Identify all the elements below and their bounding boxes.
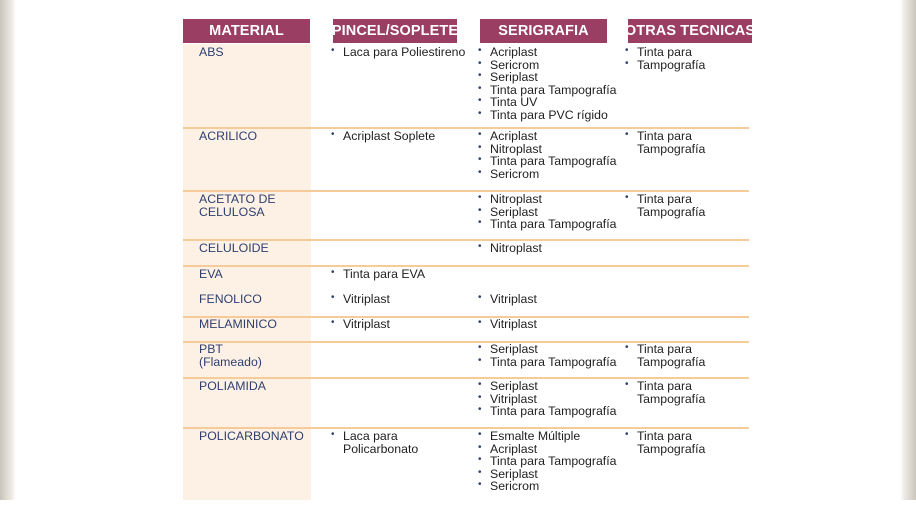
table-row — [183, 193, 749, 240]
list-item — [478, 109, 623, 122]
header-material: MATERIAL — [183, 19, 310, 43]
bullet-icon: • — [478, 317, 482, 328]
product-name: Tinta para Tampografía — [490, 454, 617, 468]
serigrafia-cell — [478, 46, 623, 121]
material-cell — [199, 46, 307, 59]
product-name: Seriplast — [490, 466, 538, 481]
product-list — [478, 293, 623, 306]
bullet-icon: • — [478, 342, 482, 353]
product-list — [478, 46, 623, 121]
list-item — [331, 268, 471, 281]
material-name: ACETATO DE — [199, 192, 276, 206]
page-shadow-left — [0, 0, 16, 500]
product-list — [625, 193, 745, 218]
otras-cell — [625, 193, 745, 218]
product-name: Acriplast — [490, 45, 538, 59]
product-list — [625, 380, 745, 405]
product-name: Vitriplast — [490, 391, 537, 406]
bullet-icon: • — [625, 129, 629, 140]
table-row — [183, 430, 749, 510]
product-name: Tinta para Tampografía — [637, 129, 706, 156]
list-item — [625, 193, 729, 218]
bullet-icon: • — [478, 404, 482, 415]
serigrafia-cell — [478, 193, 623, 231]
product-name: Tinta para Tampografía — [637, 342, 706, 369]
product-name: Sericrom — [490, 57, 540, 72]
bullet-icon: • — [331, 45, 335, 56]
serigrafia-cell — [478, 242, 623, 255]
header-pincel-soplete: PINCEL/SOPLETE — [333, 19, 457, 43]
product-list — [478, 318, 623, 331]
serigrafia-cell — [478, 380, 623, 418]
product-list — [331, 430, 471, 455]
bullet-icon: • — [478, 441, 482, 453]
list-item — [625, 59, 729, 72]
bullet-icon: • — [331, 292, 335, 303]
list-item — [478, 318, 623, 331]
product-name: Tinta para Tampografía — [490, 154, 617, 168]
bullet-icon: • — [625, 45, 629, 56]
list-item — [478, 168, 623, 181]
product-name: Tinta para Tampografía — [637, 379, 706, 406]
material-name: CELULOIDE — [199, 241, 269, 255]
product-name: Seriplast — [490, 379, 538, 393]
bullet-icon: • — [478, 429, 482, 440]
product-list — [478, 130, 623, 180]
bullet-icon: • — [478, 82, 482, 94]
product-list — [331, 130, 471, 143]
bullet-icon: • — [478, 379, 482, 390]
product-name: Nitroplast — [490, 141, 542, 156]
product-name: Tinta para PVC rígido — [490, 107, 608, 122]
bullet-icon: • — [478, 95, 482, 106]
product-name: Tinta para Tampografía — [637, 429, 706, 456]
bullet-icon: • — [478, 391, 482, 403]
bullet-icon: • — [331, 317, 335, 328]
row-divider — [183, 265, 749, 267]
bullet-icon: • — [478, 107, 482, 119]
product-list — [625, 46, 745, 71]
serigrafia-cell — [478, 318, 623, 331]
product-name: Acriplast — [490, 129, 538, 143]
product-name: Tinta para Tampografía — [490, 217, 617, 231]
product-name: Vitriplast — [343, 317, 390, 331]
product-name: Vitriplast — [490, 292, 537, 306]
table-row — [183, 268, 749, 292]
bullet-icon: • — [478, 292, 482, 303]
serigrafia-cell — [478, 293, 623, 306]
material-name: (Flameado) — [199, 354, 262, 369]
material-cell — [199, 242, 307, 255]
bullet-icon: • — [478, 466, 482, 478]
table-row — [183, 343, 749, 378]
material-name: POLIAMIDA — [199, 379, 266, 393]
header-otras-tecnicas: OTRAS TECNICAS — [628, 19, 752, 43]
list-item — [478, 242, 623, 255]
product-name: Tinta UV — [490, 95, 538, 109]
product-name: Tinta para Tampografía — [490, 404, 617, 418]
material-name: CELULOSA — [199, 204, 265, 219]
list-item — [331, 430, 471, 455]
header-serigrafia: SERIGRAFIA — [480, 19, 607, 43]
product-name: Tinta para Tampografía — [637, 192, 706, 219]
list-item — [331, 293, 471, 306]
product-name: Esmalte Múltiple — [490, 429, 581, 443]
list-item — [478, 218, 623, 231]
product-list — [331, 46, 471, 59]
material-name: PBT — [199, 342, 223, 356]
bullet-icon: • — [625, 342, 629, 353]
material-name: EVA — [199, 267, 223, 281]
bullet-icon: • — [478, 204, 482, 216]
product-list — [625, 130, 745, 155]
product-list — [331, 293, 471, 306]
bullet-icon: • — [478, 141, 482, 153]
product-list — [478, 242, 623, 255]
product-name: Tinta para — [637, 45, 692, 59]
material-cell — [199, 318, 307, 331]
material-cell — [199, 130, 307, 143]
product-name: Tinta para Tampografía — [490, 354, 617, 369]
material-name: ABS — [199, 45, 224, 59]
list-item — [478, 405, 623, 418]
table-row — [183, 380, 749, 428]
list-item — [331, 46, 471, 59]
material-cell — [199, 380, 307, 393]
table-row — [183, 318, 749, 342]
pincel-cell — [331, 293, 471, 306]
serigrafia-cell — [478, 343, 623, 368]
bullet-icon: • — [478, 154, 482, 165]
otras-cell — [625, 380, 745, 405]
material-cell — [199, 268, 307, 281]
table-row — [183, 130, 749, 191]
product-name: Laca para Policarbonato — [343, 429, 419, 456]
product-name: Nitroplast — [490, 241, 542, 255]
list-item — [625, 430, 729, 455]
list-item — [625, 130, 729, 155]
product-name: Vitriplast — [343, 292, 390, 306]
bullet-icon: • — [331, 267, 335, 278]
product-name: Sericrom — [490, 479, 540, 493]
otras-cell — [625, 130, 745, 155]
product-name: Seriplast — [490, 70, 538, 84]
bullet-icon: • — [478, 70, 482, 81]
pincel-cell — [331, 318, 471, 331]
product-list — [625, 343, 745, 368]
product-name: Tinta para EVA — [343, 267, 426, 281]
product-list — [478, 343, 623, 368]
product-name: Acriplast — [490, 441, 538, 456]
bullet-icon: • — [478, 454, 482, 465]
product-name: Sericrom — [490, 166, 540, 181]
product-name: Acriplast Soplete — [343, 129, 436, 143]
bullet-icon: • — [478, 479, 482, 490]
product-list — [478, 380, 623, 418]
product-name: Laca para Poliestireno — [343, 45, 466, 59]
table-row — [183, 242, 749, 266]
bullet-icon: • — [625, 379, 629, 390]
bullet-icon: • — [331, 429, 335, 440]
product-list — [478, 430, 623, 493]
compatibility-table — [183, 18, 756, 493]
pincel-cell — [331, 130, 471, 143]
bullet-icon: • — [478, 354, 482, 366]
bullet-icon: • — [625, 429, 629, 440]
product-name: Seriplast — [490, 342, 538, 356]
bullet-icon: • — [478, 45, 482, 56]
bullet-icon: • — [625, 192, 629, 203]
table-header — [183, 18, 756, 44]
bullet-icon: • — [331, 129, 335, 140]
pincel-cell — [331, 46, 471, 59]
otras-cell — [625, 46, 745, 71]
serigrafia-cell — [478, 430, 623, 493]
list-item — [478, 293, 623, 306]
product-name: Nitroplast — [490, 192, 542, 206]
otras-cell — [625, 343, 745, 368]
list-item — [625, 343, 729, 368]
bullet-icon: • — [478, 57, 482, 69]
pincel-cell — [331, 268, 471, 281]
bullet-icon: • — [478, 166, 482, 178]
list-item — [331, 318, 471, 331]
serigrafia-cell — [478, 130, 623, 180]
material-cell — [199, 193, 307, 218]
product-list — [331, 318, 471, 331]
material-cell — [199, 430, 307, 443]
table-row — [183, 46, 749, 128]
otras-cell — [625, 430, 745, 455]
page-shadow-right — [900, 0, 916, 500]
material-cell — [199, 293, 307, 306]
material-name: POLICARBONATO — [199, 429, 304, 443]
pincel-cell — [331, 430, 471, 455]
product-list — [625, 430, 745, 455]
product-list — [478, 193, 623, 231]
table-row — [183, 293, 749, 317]
material-cell — [199, 343, 307, 368]
material-name: MELAMINICO — [199, 317, 277, 331]
bullet-icon: • — [478, 241, 482, 252]
list-item — [625, 380, 729, 405]
material-name: ACRILICO — [199, 129, 258, 143]
list-item — [478, 480, 623, 493]
bullet-icon: • — [625, 57, 629, 69]
list-item — [478, 356, 623, 369]
product-name: Seriplast — [490, 204, 538, 219]
bullet-icon: • — [478, 129, 482, 140]
product-name: Vitriplast — [490, 317, 537, 331]
material-name: FENOLICO — [199, 292, 262, 306]
bullet-icon: • — [478, 192, 482, 203]
product-name: Tinta para Tampografía — [490, 82, 617, 97]
product-name: Tampografía — [637, 57, 706, 72]
list-item — [331, 130, 471, 143]
product-list — [331, 268, 471, 281]
bullet-icon: • — [478, 217, 482, 228]
